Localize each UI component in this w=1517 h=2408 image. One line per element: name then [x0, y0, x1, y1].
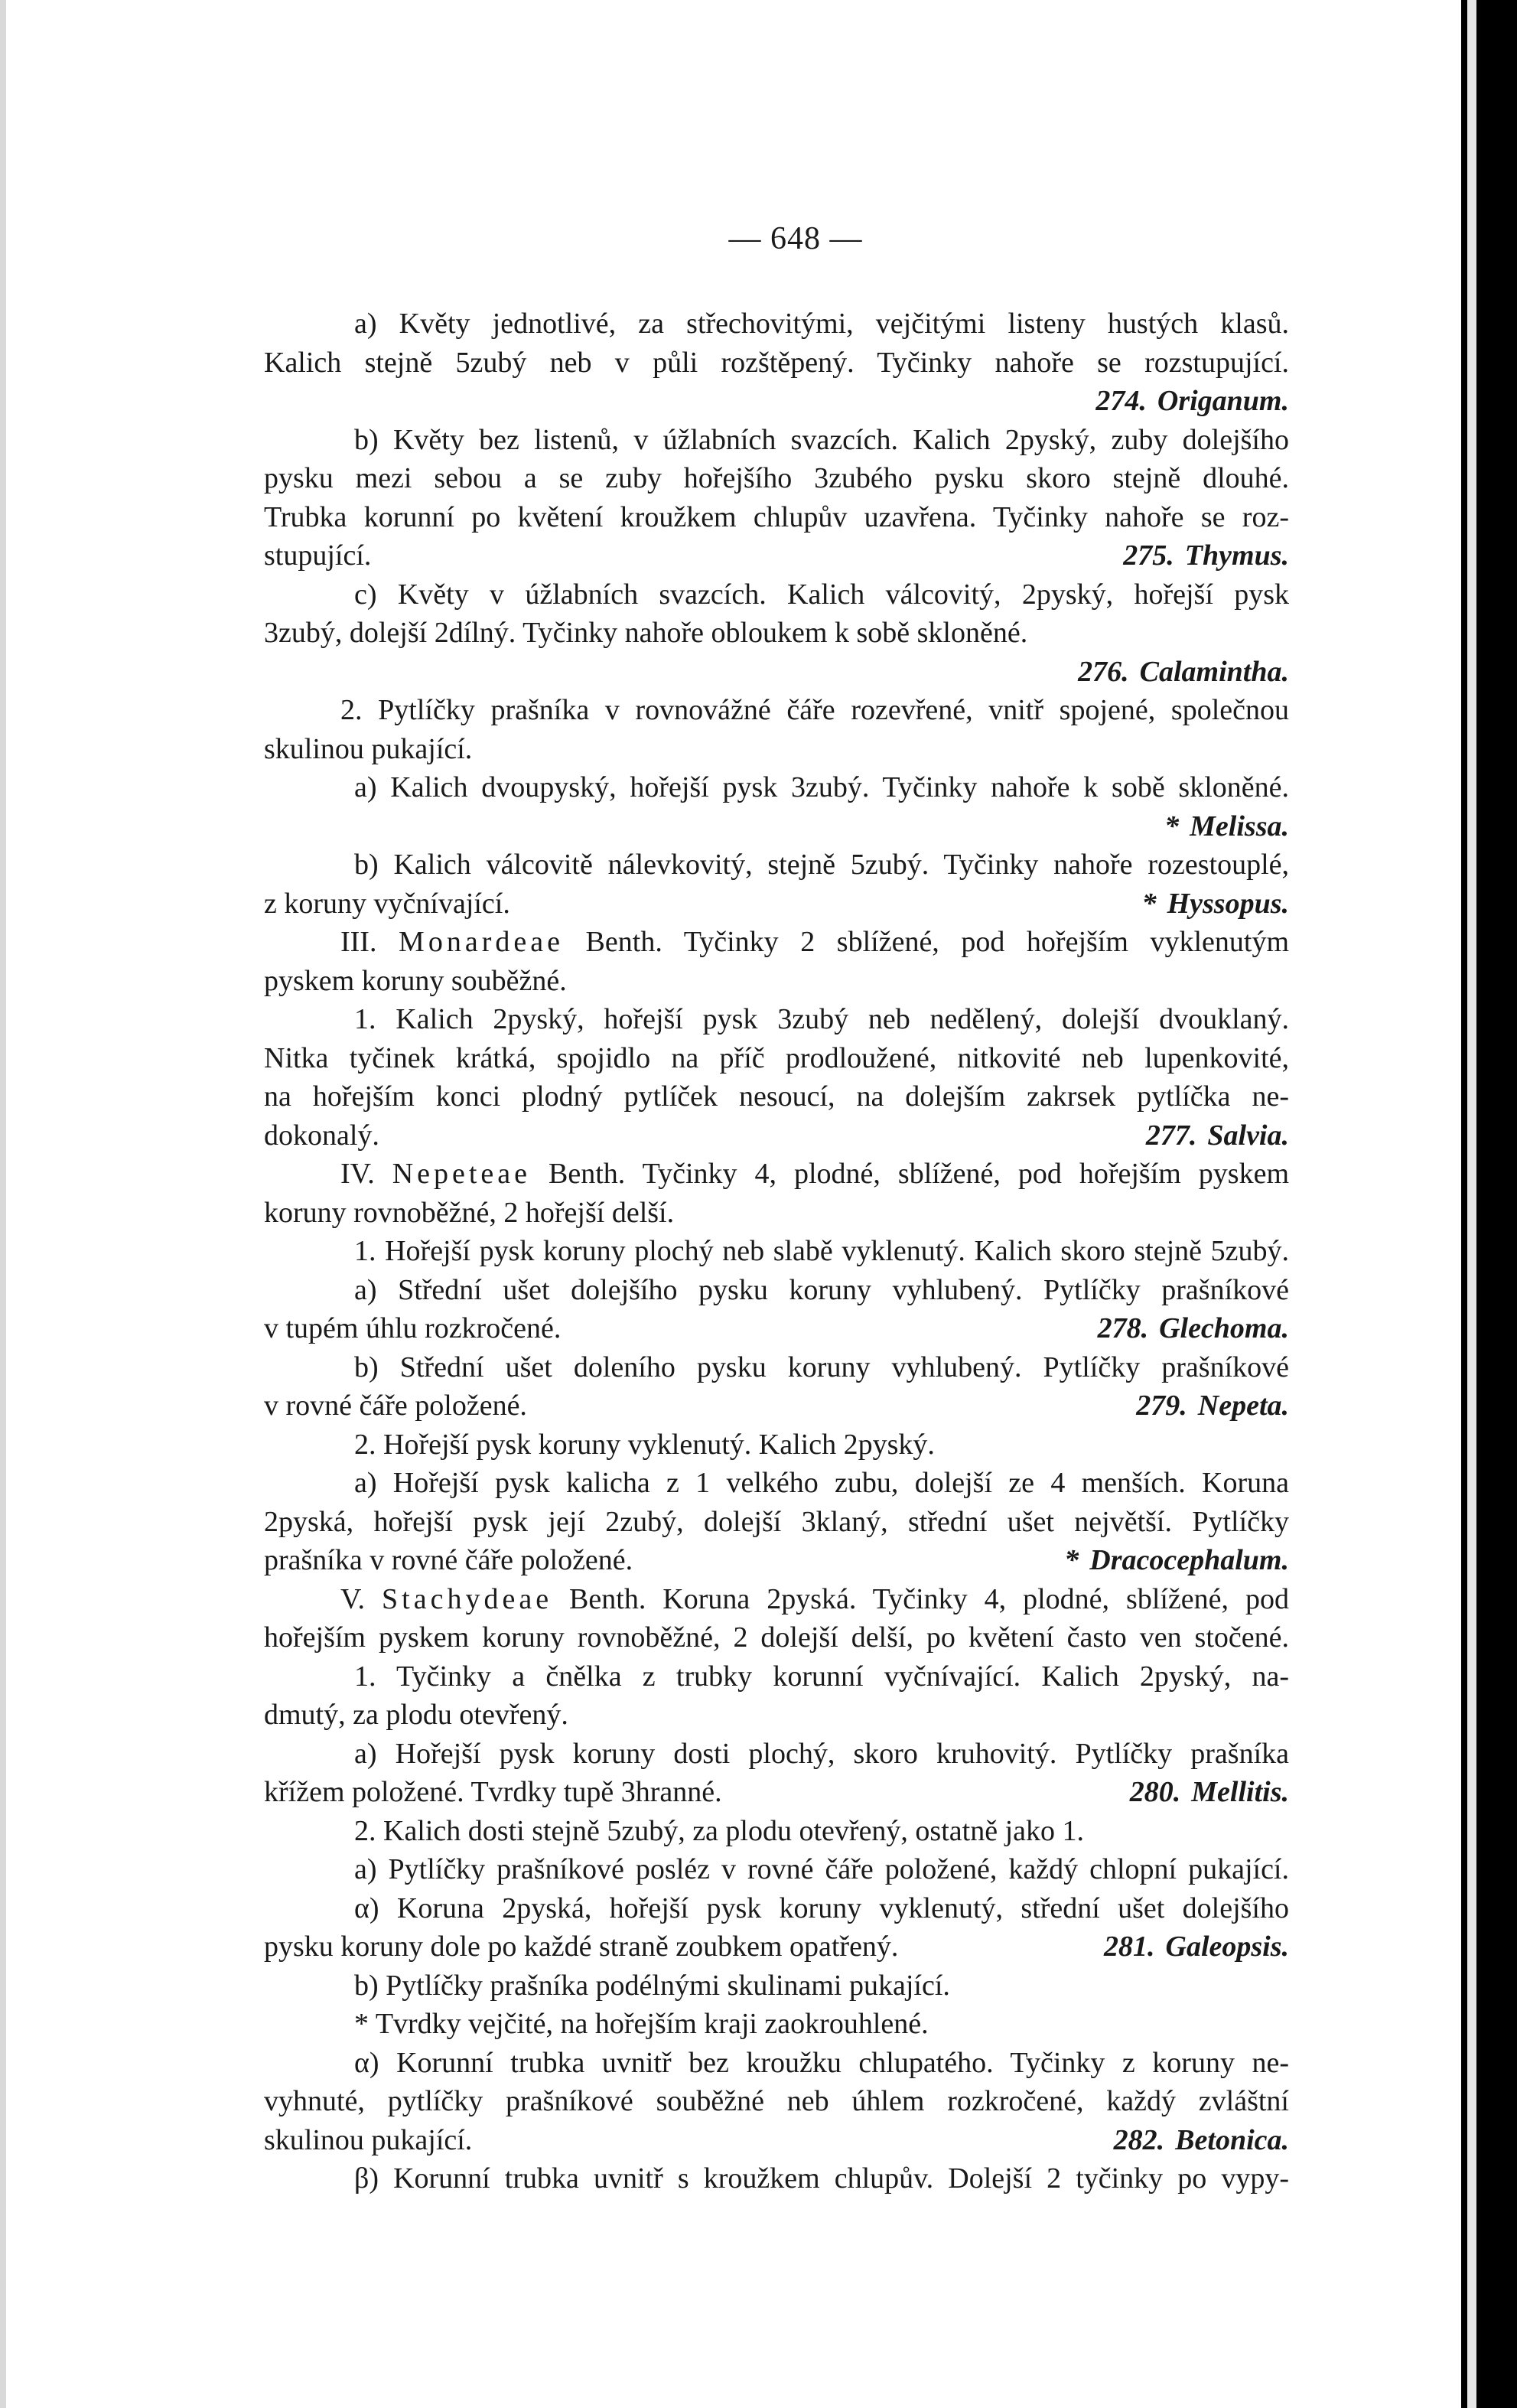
genus-number: 280.	[1129, 1776, 1181, 1808]
genus-name: Dracocephalum.	[1089, 1544, 1289, 1576]
text-line: a) Střední ušet dolejšího pysku koruny vyhlubený. Pytlíčky prašníkové	[354, 1273, 1289, 1306]
genus-number: 282.	[1113, 2123, 1165, 2156]
line-text: v rovné čáře položené.	[264, 1390, 527, 1422]
genus-line	[264, 1309, 1289, 1348]
page-left-edge	[0, 0, 6, 2408]
section-heading-line	[264, 1155, 1289, 1194]
genus-number: *	[1164, 810, 1180, 842]
genus-number: 277.	[1145, 1119, 1197, 1152]
line-text: skulinou pukající.	[264, 2123, 473, 2156]
text-line: vyhnuté, pytlíčky prašníkové souběžné neb úhlem rozkročené, každý zvláštní	[264, 2085, 1289, 2117]
text-line: a) Hořejší pysk kalicha z 1 velkého zubu, dolejší ze 4 menších. Koruna	[354, 1467, 1289, 1499]
genus-line	[264, 1927, 1289, 1966]
line-text: Benth. Koruna 2pyská. Tyčinky 4, plodné, sblížené, pod	[569, 1582, 1290, 1615]
genus-number: *	[1141, 887, 1157, 920]
genus-name: Glechoma.	[1159, 1312, 1289, 1344]
text-line: α) Korunní trubka uvnitř bez kroužku chlupatého. Tyčinky z koruny ne-	[354, 2046, 1289, 2079]
genus-line	[264, 1541, 1289, 1580]
text-line: b) Kalich válcovitě nálevkovitý, stejně 5zubý. Tyčinky nahoře rozestouplé,	[354, 849, 1289, 881]
genus-name: Calamintha.	[1139, 655, 1289, 688]
section-name: Monardeae	[399, 926, 564, 958]
line-text: pysku koruny dole po každé straně zoubkem opatřený.	[264, 1931, 899, 1963]
section-heading-line	[264, 1580, 1289, 1619]
section-name: Nepeteae	[392, 1158, 532, 1190]
text-line: b) Pytlíčky prašníka podélnými skulinami pukající.	[354, 1969, 950, 2002]
line-text: Benth. Tyčinky 4, plodné, sblížené, pod hořejším pyskem	[549, 1158, 1290, 1190]
text-line: 2pyská, hořejší pysk její 2zubý, dolejší 3klaný, střední ušet největší. Pytlíčky	[264, 1505, 1289, 1538]
line-text: prašníka v rovné čáře položené.	[264, 1544, 633, 1576]
text-line: 1. Tyčinky a čnělka z trubky korunní vyčnívající. Kalich 2pyský, na-	[354, 1660, 1289, 1693]
genus-name: Salvia.	[1207, 1119, 1289, 1152]
text-line: Nitka tyčinek krátká, spojidlo na příč prodloužené, nitkovité neb lupenkovité,	[264, 1041, 1289, 1074]
section-heading-line	[264, 923, 1289, 962]
text-line: a) Pytlíčky prašníkové posléz v rovné čáře položené, každý chlopní pukající.	[354, 1853, 1289, 1885]
genus-line	[264, 653, 1289, 692]
genus-line	[264, 885, 1289, 924]
genus-name: Thymus.	[1184, 539, 1289, 572]
genus-number: 274.	[1095, 385, 1147, 417]
text-line: hořejším pyskem koruny rovnoběžné, 2 dolejší delší, po květení často ven stočené.	[264, 1621, 1289, 1654]
text-line: α) Koruna 2pyská, hořejší pysk koruny vyklenutý, střední ušet dolejšího	[354, 1892, 1289, 1924]
genus-line	[264, 382, 1289, 421]
text-line: dmutý, za plodu otevřený.	[264, 1699, 568, 1731]
text-line: 2. Kalich dosti stejně 5zubý, za plodu otevřený, ostatně jako 1.	[354, 1814, 1084, 1847]
text-line: 1. Kalich 2pyský, hořejší pysk 3zubý neb nedělený, dolejší dvouklaný.	[354, 1003, 1289, 1035]
genus-number: 281.	[1104, 1931, 1155, 1963]
genus-number: 276.	[1078, 655, 1129, 688]
text-line: Kalich stejně 5zubý neb v půli rozštěpený. Tyčinky nahoře se rozstupující.	[264, 346, 1289, 379]
genus-name: Betonica.	[1175, 2123, 1289, 2156]
text-line: koruny rovnoběžné, 2 hořejší delší.	[264, 1196, 675, 1229]
genus-name: Nepeta.	[1197, 1390, 1289, 1422]
genus-name: Galeopsis.	[1165, 1931, 1289, 1963]
text-line: 2. Hořejší pysk koruny vyklenutý. Kalich 2pyský.	[354, 1428, 935, 1461]
line-text: v tupém úhlu rozkročené.	[264, 1312, 562, 1344]
text-line: a) Hořejší pysk koruny dosti plochý, skoro kruhovitý. Pytlíčky prašníka	[354, 1737, 1289, 1770]
section-name: Stachydeae	[382, 1582, 553, 1615]
scan-border-strip	[1467, 0, 1476, 2408]
genus-name: Melissa.	[1190, 810, 1289, 842]
text-line: na hořejším konci plodný pytlíček nesoucí, na dolejším zakrsek pytlíčka ne-	[264, 1080, 1289, 1113]
text-line: β) Korunní trubka uvnitř s kroužkem chlupův. Dolejší 2 tyčinky po vypy-	[354, 2162, 1289, 2195]
genus-line	[264, 807, 1289, 846]
genus-name: Hyssopus.	[1167, 887, 1289, 920]
text-line: * Tvrdky vejčité, na hořejším kraji zaokrouhlené.	[354, 2008, 929, 2040]
text-line: c) Květy v úžlabních svazcích. Kalich válcovitý, 2pyský, hořejší pysk	[354, 578, 1289, 611]
text-line: pysku mezi sebou a se zuby hořejšího 3zubého pysku skoro stejně dlouhé.	[264, 462, 1289, 494]
text-line: a) Květy jednotlivé, za střechovitými, vejčitými listeny hustých klasů.	[354, 308, 1289, 340]
genus-number: 278.	[1097, 1312, 1149, 1344]
text-line: 1. Hořejší pysk koruny plochý neb slabě vyklenutý. Kalich skoro stejně 5zubý.	[354, 1235, 1289, 1267]
text-line: pyskem koruny souběžné.	[264, 964, 567, 997]
genus-name: Mellitis.	[1191, 1776, 1289, 1808]
section-number: IV.	[340, 1158, 375, 1190]
genus-line	[264, 536, 1289, 575]
genus-number: 275.	[1123, 539, 1174, 572]
genus-line	[264, 1386, 1289, 1426]
text-line: 2. Pytlíčky prašníka v rovnovážné čáře rozevřené, vnitř spojené, společnou	[340, 694, 1289, 726]
text-line: b) Střední ušet doleního pysku koruny vyhlubený. Pytlíčky prašníkové	[354, 1351, 1289, 1383]
line-text: dokonalý.	[264, 1119, 379, 1152]
genus-name: Origanum.	[1157, 385, 1289, 417]
line-text: stupující.	[264, 539, 372, 572]
text-line: a) Kalich dvoupyský, hořejší pysk 3zubý. Tyčinky nahoře k sobě skloněné.	[354, 771, 1289, 803]
genus-number: 279.	[1136, 1390, 1187, 1422]
section-number: III.	[340, 926, 377, 958]
line-text: z koruny vyčnívající.	[264, 887, 510, 920]
text-line: b) Květy bez listenů, v úžlabních svazcích. Kalich 2pyský, zuby dolejšího	[354, 423, 1289, 456]
genus-number: *	[1064, 1544, 1079, 1576]
text-line: 3zubý, dolejší 2dílný. Tyčinky nahoře obloukem k sobě skloněné.	[264, 617, 1028, 649]
body-text	[264, 305, 1289, 2198]
genus-line	[264, 1773, 1289, 1812]
page-number: — 648 —	[728, 221, 863, 256]
section-number: V.	[340, 1582, 366, 1615]
text-line: Trubka korunní po květení kroužkem chlupův uzavřena. Tyčinky nahoře se roz-	[264, 500, 1289, 533]
line-text: Benth. Tyčinky 2 sblížené, pod hořejším vyklenutým	[585, 926, 1290, 958]
text-line: skulinou pukající.	[264, 732, 473, 765]
line-text: křížem položené. Tvrdky tupě 3hranné.	[264, 1776, 722, 1808]
genus-line	[264, 2121, 1289, 2160]
genus-line	[264, 1116, 1289, 1155]
